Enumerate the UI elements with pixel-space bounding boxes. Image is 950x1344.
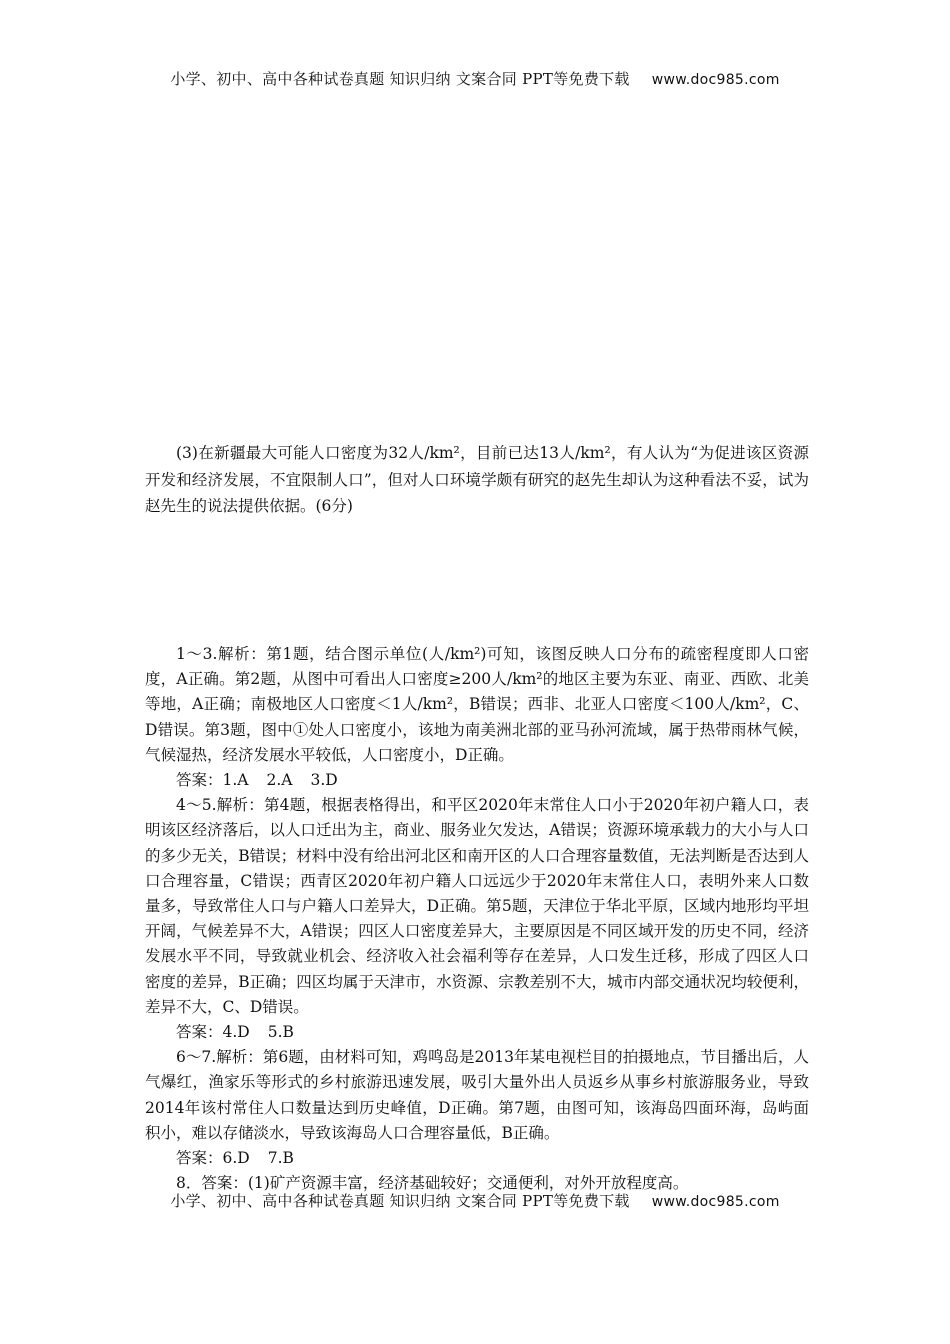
header-url[interactable]: www.doc985.com	[651, 72, 780, 88]
answer-item: 2.A	[266, 771, 293, 790]
page-footer	[0, 1190, 950, 1211]
answer-item: 7.B	[267, 1149, 294, 1168]
page-header	[0, 68, 950, 89]
footer-url[interactable]: www.doc985.com	[651, 1194, 780, 1210]
analysis-6-7: 6～7.解析：第6题，由材料可知，鸡鸣岛是2013年某电视栏目的拍摄地点，节目播出后，人气爆红，渔家乐等形式的乡村旅游迅速发展，吸引大量外出人员返乡从事乡村旅游服务业，导致2014年该村常住人口数量达到历史峰值，D正确。第7题，由图可知，该海岛四面环海，岛屿面积小，难以存储淡水，导致该海岛人口合理容量低，B正确。	[145, 1048, 809, 1142]
answer-item: 答案：1.A	[176, 771, 249, 790]
answer-item: 答案：6.D	[176, 1149, 250, 1168]
answer-1-3	[145, 768, 809, 793]
question-3-text: (3)在新疆最大可能人口密度为32人/km²，目前已达13人/km²，有人认为“为促进该区资源开发和经济发展，不宜限制人口”，但对人口环境学颇有研究的赵先生却认为这种看法不妥，试为赵先生的说法提供依据。(6分)	[145, 444, 809, 515]
analysis-1-3: 1～3.解析：第1题，结合图示单位(人/km²)可知，该图反映人口分布的疏密程度即人口密度，A正确。第2题，从图中可看出人口密度≥200人/km²的地区主要为东亚、南亚、西欧、北美等地，A正确；南极地区人口密度＜1人/km²，B错误；西非、北亚人口密度＜100人/km²，C、D错误。第3题，图中①处人口密度小，该地为南美洲北部的亚马孙河流域，属于热带雨林气候，气候湿热，经济发展水平较低，人口密度小，D正确。	[145, 645, 809, 764]
answer-6-7	[145, 1146, 809, 1171]
answer-4-5	[145, 1020, 809, 1045]
answer-item: 答案：4.D	[176, 1023, 250, 1042]
answer-8: 8．答案：(1)矿产资源丰富，经济基础较好；交通便利，对外开放程度高。	[176, 1174, 689, 1193]
analysis-section	[145, 642, 809, 1196]
answer-item: 5.B	[267, 1023, 294, 1042]
footer-text: 小学、初中、高中各种试卷真题 知识归纳 文案合同 PPT等免费下载	[170, 1192, 630, 1210]
answer-item: 3.D	[310, 771, 338, 790]
analysis-4-5: 4～5.解析：第4题，根据表格得出，和平区2020年末常住人口小于2020年初户籍人口，表明该区经济落后，以人口迁出为主，商业、服务业欠发达，A错误；资源环境承载力的大小与人口的多少无关，B错误；材料中没有给出河北区和南开区的人口合理容量数值，无法判断是否达到人口合理容量，C错误；西青区2020年初户籍人口远远少于2020年末常住人口，表明外来人口数量多，导致常住人口与户籍人口差异大，D正确。第5题，天津位于华北平原，区域内地形均平坦开阔，气候差异不大，A错误；四区人口密度差异大，主要原因是不同区域开发的历史不同，经济发展水平不同，导致就业机会、经济收入社会福利等存在差异，人口发生迁移，形成了四区人口密度的差异，B正确；四区均属于天津市，水资源、宗教差别不大，城市内部交通状况均较便利，差异不大，C、D错误。	[145, 796, 809, 1016]
header-text: 小学、初中、高中各种试卷真题 知识归纳 文案合同 PPT等免费下载	[170, 70, 630, 88]
question-3	[145, 440, 809, 520]
